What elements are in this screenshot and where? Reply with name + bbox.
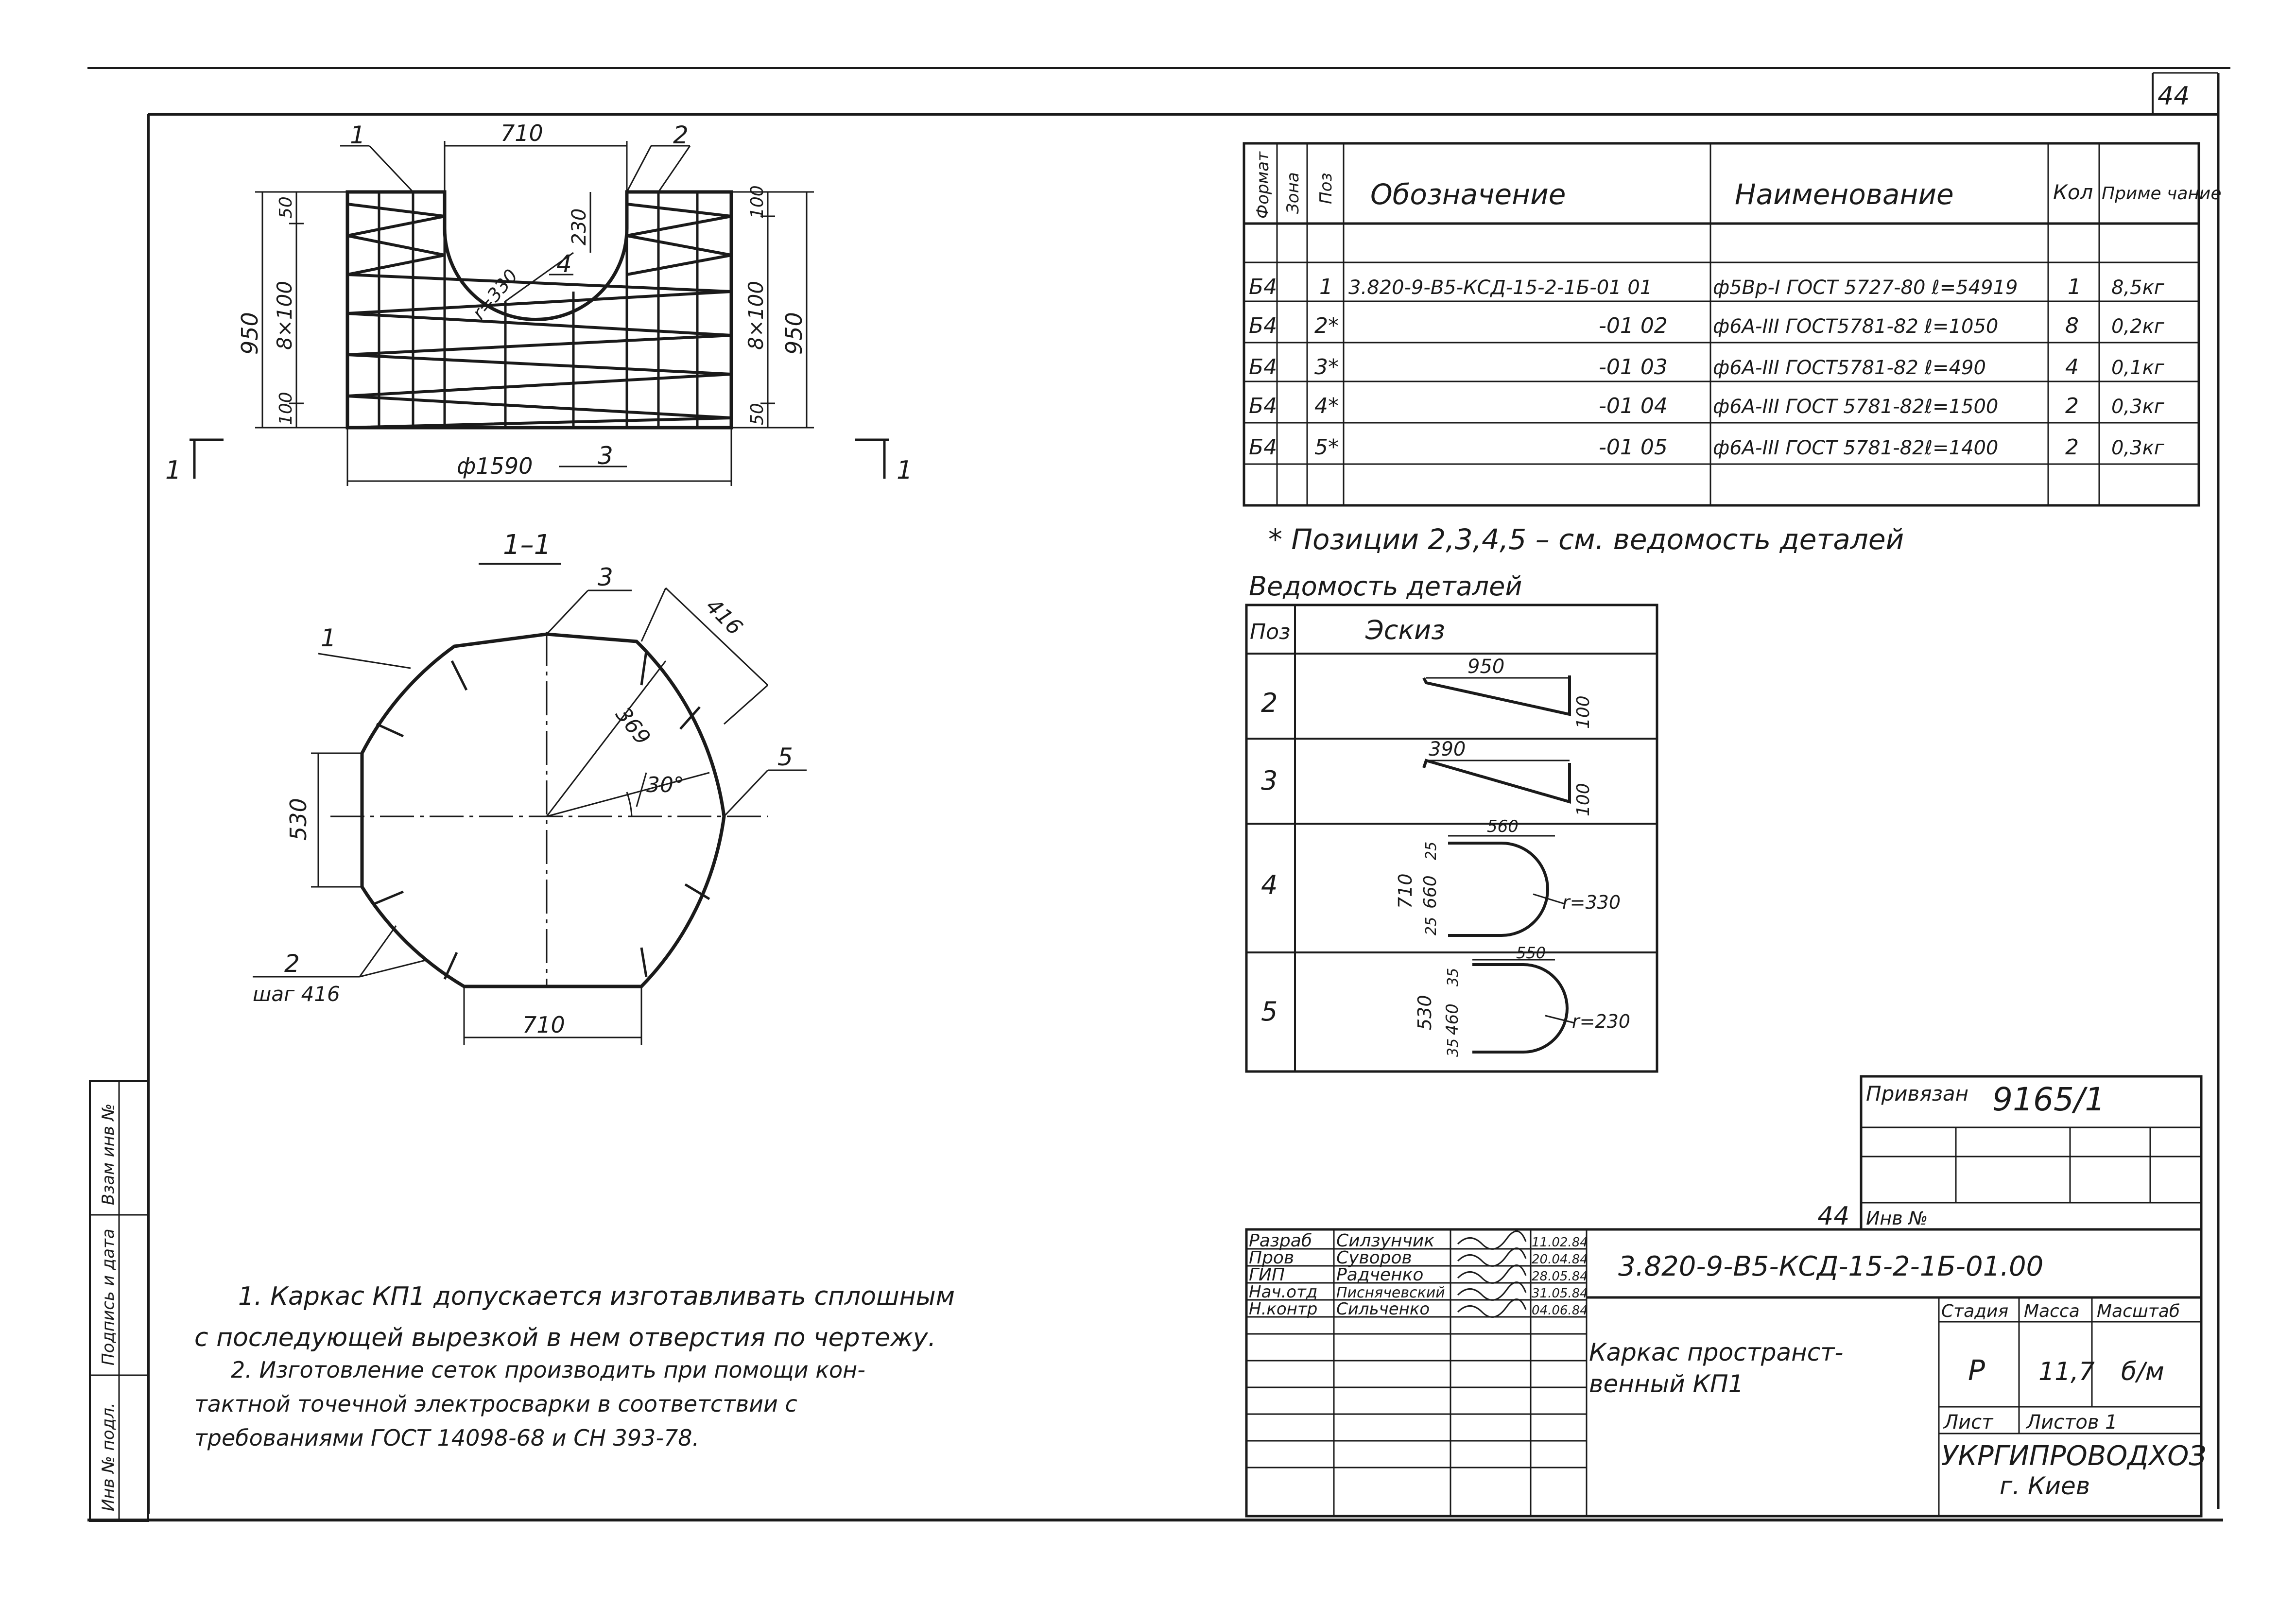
svg-text:11.02.84: 11.02.84 — [1532, 1235, 1588, 1250]
organization-city: г. Киев — [2000, 1472, 2090, 1500]
svg-text:100: 100 — [1573, 783, 1593, 816]
section-leader-2: 2 — [284, 950, 300, 978]
svg-text:550: 550 — [1516, 944, 1546, 962]
svg-text:Б4: Б4 — [1249, 435, 1277, 460]
dim-top-710: 710 — [501, 120, 543, 146]
list-item — [1261, 656, 1593, 729]
header-pos: Поз — [1316, 173, 1336, 204]
svg-text:Н.контр: Н.контр — [1249, 1299, 1318, 1319]
leader-3: 3 — [598, 442, 613, 470]
stamp-replaced-inv: Взам инв № — [99, 1103, 118, 1205]
svg-text:ф6А-III ГОСТ5781-82 ℓ=1050: ф6А-III ГОСТ5781-82 ℓ=1050 — [1713, 315, 1999, 338]
section-leader-3: 3 — [598, 563, 613, 591]
dim-radius-369: 369 — [610, 702, 656, 750]
svg-text:25: 25 — [1423, 916, 1440, 935]
svg-text:-01 04: -01 04 — [1599, 394, 1668, 418]
dim-mid-left: 8×100 — [273, 280, 296, 350]
svg-text:4: 4 — [1261, 870, 1278, 900]
svg-text:3*: 3* — [1314, 355, 1339, 380]
svg-text:2. Изготовление сеток производ: 2. Изготовление сеток производить при помощи кон- — [231, 1357, 865, 1383]
leader-4: 4 — [556, 250, 572, 278]
dim-radius: r=330 — [468, 265, 522, 324]
stage-value: Р — [1968, 1354, 1985, 1387]
svg-text:Нач.отд: Нач.отд — [1249, 1282, 1318, 1302]
svg-text:Б4: Б4 — [1249, 394, 1277, 418]
svg-text:950: 950 — [1467, 656, 1505, 678]
header-note: Приме чание — [2102, 184, 2222, 204]
svg-text:Силзунчик: Силзунчик — [1336, 1231, 1434, 1251]
svg-text:530: 530 — [1414, 995, 1435, 1030]
sheets-label: Листов 1 — [2026, 1411, 2118, 1434]
header-qty: Кол — [2053, 180, 2093, 204]
svg-text:8: 8 — [2065, 313, 2079, 338]
svg-text:Суворов: Суворов — [1336, 1248, 1412, 1268]
section-mark-left: 1 — [165, 456, 182, 485]
parts-header-pos: Поз — [1250, 620, 1291, 644]
section-view — [253, 529, 807, 1045]
svg-text:Пров: Пров — [1249, 1248, 1295, 1268]
dim-mid-right: 8×100 — [744, 280, 768, 350]
svg-text:1: 1 — [1319, 275, 1333, 299]
table-row — [1249, 394, 2165, 418]
sheet-label: Лист — [1944, 1411, 1993, 1434]
document-code: 3.820-9-В5-КСД-15-2-1Б-01.00 — [1618, 1251, 2044, 1282]
svg-text:Б4: Б4 — [1249, 275, 1277, 299]
table-row — [1249, 435, 2165, 460]
organization-name: УКРГИПРОВОДХОЗ — [1941, 1440, 2207, 1472]
svg-text:0,3кг: 0,3кг — [2111, 437, 2164, 459]
dim-top-right: 100 — [747, 185, 767, 219]
leader-2: 2 — [673, 121, 689, 149]
svg-text:ф5Вр-I ГОСТ 5727-80 ℓ=54919: ф5Вр-I ГОСТ 5727-80 ℓ=54919 — [1713, 276, 2018, 299]
table-row — [1249, 313, 2165, 338]
stage-label: Стадия — [1941, 1301, 2009, 1321]
svg-text:2*: 2* — [1314, 313, 1339, 338]
svg-text:31.05.84: 31.05.84 — [1532, 1286, 1588, 1301]
svg-text:460: 460 — [1443, 1003, 1462, 1035]
svg-text:ф6А-III ГОСТ 5781-82ℓ=1400: ф6А-III ГОСТ 5781-82ℓ=1400 — [1713, 437, 1999, 459]
title-block — [1246, 1076, 2206, 1516]
svg-text:ф6А-III ГОСТ 5781-82ℓ=1500: ф6А-III ГОСТ 5781-82ℓ=1500 — [1713, 396, 1999, 418]
stamp-inv-orig: Инв № подл. — [99, 1402, 118, 1511]
svg-text:Писнячевский: Писнячевский — [1336, 1284, 1445, 1301]
svg-text:04.06.84: 04.06.84 — [1532, 1303, 1588, 1318]
section-mark-right: 1 — [897, 456, 913, 485]
parts-list-title: Ведомость деталей — [1249, 571, 1522, 602]
svg-text:ф6А-III ГОСТ5781-82 ℓ=490: ф6А-III ГОСТ5781-82 ℓ=490 — [1713, 357, 1986, 379]
parts-list — [1246, 571, 1657, 1071]
svg-text:с последующей вырезкой в нем: с последующей вырезкой в нем отверстия по чертежу. — [194, 1323, 936, 1352]
svg-text:0,2кг: 0,2кг — [2111, 315, 2164, 338]
notes — [194, 1282, 955, 1451]
svg-text:3.820-9-В5-КСД-15-2-1Б-01 01: 3.820-9-В5-КСД-15-2-1Б-01 01 — [1348, 276, 1653, 299]
dim-flat-530: 530 — [285, 798, 311, 841]
scale-label: Масштаб — [2097, 1301, 2180, 1321]
header-zone: Зона — [1283, 172, 1303, 214]
svg-text:1: 1 — [2068, 275, 2081, 299]
svg-text:-01 02: -01 02 — [1599, 313, 1668, 338]
svg-text:требованиями ГОСТ 14098-68 и С: требованиями ГОСТ 14098-68 и СН 393-78. — [194, 1425, 700, 1451]
svg-text:4*: 4* — [1314, 394, 1339, 418]
stamp-signature-date: Подпись и дата — [99, 1228, 118, 1365]
dim-chord-416: 416 — [701, 593, 747, 640]
dim-height-right: 950 — [781, 312, 807, 355]
svg-text:390: 390 — [1429, 738, 1466, 760]
svg-text:2: 2 — [2065, 394, 2079, 418]
dim-height-left: 950 — [237, 312, 263, 355]
svg-text:0,1кг: 0,1кг — [2111, 357, 2164, 379]
dim-top-left: 50 — [276, 196, 296, 219]
svg-text:710: 710 — [1395, 873, 1416, 909]
svg-text:2: 2 — [2065, 435, 2079, 460]
plan-view — [165, 120, 913, 486]
svg-text:35: 35 — [1445, 1038, 1462, 1057]
table-row — [1249, 355, 2165, 380]
object-name-line1: Каркас пространст- — [1589, 1338, 1844, 1366]
table-row — [1249, 1282, 1588, 1302]
svg-text:5: 5 — [1261, 996, 1278, 1027]
section-leader-1: 1 — [321, 624, 336, 652]
svg-text:2: 2 — [1261, 688, 1278, 718]
svg-text:Б4: Б4 — [1249, 313, 1277, 338]
svg-text:3: 3 — [1261, 765, 1278, 796]
svg-text:35: 35 — [1445, 968, 1462, 986]
header-name: Наименование — [1735, 178, 1954, 211]
svg-text:100: 100 — [1573, 695, 1593, 729]
section-leader-5: 5 — [777, 743, 793, 771]
dim-cutout-depth: 230 — [568, 208, 590, 245]
leader-1: 1 — [350, 121, 365, 149]
svg-text:20.04.84: 20.04.84 — [1532, 1252, 1588, 1267]
parts-header-sketch: Эскиз — [1365, 615, 1445, 645]
dim-bottom-left: 100 — [276, 392, 296, 425]
dim-total-width: ф1590 — [457, 453, 533, 479]
page-number: 44 — [2158, 82, 2190, 111]
table-row — [1249, 275, 2165, 299]
svg-text:Сильченко: Сильченко — [1336, 1299, 1430, 1319]
dim-bottom-right: 50 — [747, 403, 767, 425]
svg-text:560: 560 — [1487, 817, 1519, 836]
side-stamp — [90, 1081, 148, 1521]
svg-text:1. Каркас КП1 допускается изго: 1. Каркас КП1 допускается изготавливать сплошным — [238, 1282, 955, 1311]
svg-text:8,5кг: 8,5кг — [2111, 276, 2164, 299]
svg-text:4: 4 — [2065, 355, 2079, 380]
mass-value: 11,7 — [2038, 1357, 2095, 1386]
archive-number: 9165/1 — [1992, 1081, 2106, 1118]
header-format: Формат — [1253, 152, 1273, 219]
svg-text:тактной точечной электросварки: тактной точечной электросварки в соответствии с — [194, 1391, 797, 1417]
list-item — [1261, 944, 1630, 1057]
mass-label: Масса — [2024, 1301, 2080, 1321]
svg-text:Б4: Б4 — [1249, 355, 1277, 380]
binding-label: Привязан — [1866, 1082, 1969, 1106]
svg-text:r=330: r=330 — [1562, 892, 1621, 913]
section-title: 1–1 — [503, 529, 552, 561]
inv-label: Инв № — [1866, 1208, 1928, 1229]
section-pitch: шаг 416 — [253, 982, 340, 1006]
spec-table — [1244, 143, 2221, 505]
dim-angle: 30° — [646, 773, 684, 797]
svg-text:-01 03: -01 03 — [1599, 355, 1668, 380]
page-number-bottom: 44 — [1817, 1202, 1850, 1231]
scale-value: б/м — [2121, 1357, 2164, 1386]
svg-text:5*: 5* — [1314, 435, 1339, 460]
dim-bottom-710: 710 — [522, 1012, 565, 1038]
svg-text:25: 25 — [1423, 841, 1440, 860]
list-item — [1261, 738, 1593, 816]
table-row — [1249, 1299, 1588, 1319]
svg-text:660: 660 — [1420, 875, 1440, 909]
list-item — [1261, 817, 1621, 935]
svg-text:Разраб: Разраб — [1249, 1231, 1312, 1251]
table-row — [1249, 1231, 1588, 1251]
svg-text:28.05.84: 28.05.84 — [1532, 1269, 1588, 1284]
svg-text:0,3кг: 0,3кг — [2111, 396, 2164, 418]
svg-text:ГИП: ГИП — [1249, 1265, 1285, 1285]
svg-text:-01 05: -01 05 — [1599, 435, 1668, 460]
svg-text:r=230: r=230 — [1572, 1011, 1630, 1032]
table-row — [1249, 1265, 1588, 1285]
svg-text:Радченко: Радченко — [1336, 1265, 1424, 1285]
spec-footnote: * Позиции 2,3,4,5 – см. ведомость деталей — [1268, 523, 1904, 556]
header-designation: Обозначение — [1370, 178, 1566, 211]
object-name-line2: венный КП1 — [1589, 1370, 1744, 1398]
